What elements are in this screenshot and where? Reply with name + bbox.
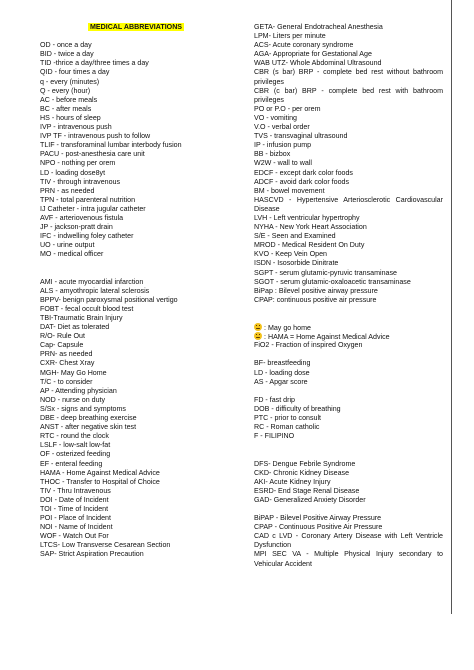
abbrev-entry: MO - medical officer — [40, 250, 104, 259]
abbrev-entry: ANST - after negative skin test — [40, 423, 137, 432]
abbrev-entry: AGA- Appropriate for Gestational Age — [254, 50, 372, 59]
abbrev-entry: BiPap : Bilevel positive airway pressure — [254, 286, 378, 295]
abbrev-list-right-1 — [254, 23, 443, 68]
title-wrap — [40, 23, 232, 32]
abbrev-entry: PRN- as needed — [40, 350, 93, 359]
abbrev-entry: RC - Roman catholic — [254, 423, 320, 432]
abbrev-entry: PO or P.O - per orem — [254, 104, 321, 113]
abbrev-entry: AVF - arteriovenous fistula — [40, 213, 124, 222]
spacer — [40, 259, 232, 277]
abbrev-entry — [254, 323, 443, 332]
abbrev-entry: OF - osterized feeding — [40, 450, 111, 459]
abbrev-entry: FD - fast drip — [254, 395, 295, 404]
abbrev-entry: EF - enteral feeding — [40, 459, 103, 468]
abbrev-entry: CPAP - Continuous Positive Air Pressure — [254, 523, 383, 532]
abbrev-entry: DFS- Dengue Febrile Syndrome — [254, 459, 356, 468]
abbrev-entry: CBR (c bar) BRP - complete bed rest with bathroom privileges — [254, 86, 443, 104]
abbrev-list-right-5 — [254, 396, 443, 441]
abbrev-entry: NPO - nothing per orem — [40, 159, 116, 168]
abbrev-entry: CBR (s bar) BRP - complete bed rest without bathroom privileges — [254, 68, 443, 86]
abbrev-entry: HAMA - Home Against Medical Advice — [40, 468, 160, 477]
abbrev-entry: PACU - post-anesthesia care unit — [40, 150, 145, 159]
abbrev-entry: LVH - Left ventricular hypertrophy — [254, 213, 360, 222]
abbrev-entry: IFC - indwelling foley catheter — [40, 232, 134, 241]
abbrev-entry: QID - four times a day — [40, 68, 110, 77]
abbrev-entry: GETA- General Endotracheal Anesthesia — [254, 23, 383, 31]
abbrev-entry: S/E - Seen and Examined — [254, 232, 336, 241]
abbrev-entry: MROD - Medical Resident On Duty — [254, 241, 365, 250]
abbrev-list-left-1 — [40, 41, 232, 259]
abbrev-list-right-4 — [254, 359, 443, 386]
abbrev-entry: LTCS- Low Transverse Cesarean Section — [40, 541, 171, 550]
abbrev-list-right-7 — [254, 514, 443, 532]
abbrev-entry: EDCF - except dark color foods — [254, 168, 353, 177]
abbrev-list-right-2 — [254, 105, 443, 196]
abbrev-entry: NOD - nurse on duty — [40, 395, 106, 404]
abbrev-text: : May go home — [264, 324, 311, 333]
abbrev-entry: LD - loading dose8yt — [40, 168, 106, 177]
abbrev-entry: Q - every (hour) — [40, 86, 91, 95]
abbrev-entry: DAT- Diet as tolerated — [40, 323, 110, 332]
abbrev-entry: BiPAP - Bilevel Positive Airway Pressure — [254, 514, 382, 523]
abbrev-entry: TLIF - transforaminal lumbar interbody fusion — [40, 141, 182, 150]
abbrev-entry: FiO2 - Fraction of inspired Oxygen — [254, 341, 363, 350]
abbrev-entry — [254, 332, 443, 341]
abbrev-entry: T/C - to consider — [40, 377, 93, 386]
abbrev-entry: THOC - Transfer to Hospital of Choice — [40, 477, 160, 486]
abbrev-entry: DOB - difficulty of breathing — [254, 404, 341, 413]
abbrev-entry: LSLF - low-salt low-fat — [40, 441, 111, 450]
abbrev-entry: TID -thrice a day/three times a day — [40, 59, 149, 68]
abbrev-entry: AP - Attending physician — [40, 386, 117, 395]
abbrev-entry: MPI SEC VA - Multiple Physical Injury secondary to Vehicular Accident — [254, 550, 443, 568]
abbrev-entry: TPN - total parenteral nutrition — [40, 195, 136, 204]
abbrev-entry: BC - after meals — [40, 104, 92, 113]
abbrev-list-left-2 — [40, 278, 232, 560]
abbrev-entry: LD - loading dose — [254, 368, 310, 377]
abbrev-entry: IP - infusion pump — [254, 141, 312, 150]
abbrev-entry: MGH- May Go Home — [40, 368, 107, 377]
abbrev-entry: VO - vomiting — [254, 113, 297, 122]
abbrev-entry: CKD- Chronic Kidney Disease — [254, 468, 350, 477]
abbrev-list-right-3 — [254, 214, 443, 305]
smiley-face-icon — [254, 332, 262, 340]
abbrev-entry: SGOT - serum glutamic-oxaloacetic transaminase — [254, 277, 411, 286]
abbrev-entry: R/O- Rule Out — [40, 332, 85, 341]
abbrev-entry: OD - once a day — [40, 41, 92, 50]
abbrev-entry: BM - bowel movement — [254, 186, 325, 195]
abbrev-entry: DBE - deep breathing exercise — [40, 414, 137, 423]
abbrev-entry: GAD- Generalized Anxiety Disorder — [254, 495, 366, 504]
page-edge-rule — [451, 0, 452, 614]
abbrev-entry: F - FILIPINO — [254, 432, 295, 441]
abbrev-entry: FOBT - fecal occult blood test — [40, 304, 134, 313]
left-column — [40, 23, 232, 560]
spacer — [254, 441, 443, 459]
abbrev-list-right-6 — [254, 460, 443, 505]
abbrev-entry: TIV - through intravenous — [40, 177, 121, 186]
abbrev-entry: IVP TF - intravenous push to follow — [40, 132, 151, 141]
abbrev-entry: AC - before meals — [40, 95, 98, 104]
abbrev-entry: BID - twice a day — [40, 50, 94, 59]
abbrev-entry: W2W - wall to wall — [254, 159, 312, 168]
spacer — [254, 350, 443, 359]
abbrev-entry: V.O - verbal order — [254, 123, 310, 132]
abbrev-entry: BF- breastfeeding — [254, 359, 311, 368]
smiley-face-icon — [254, 323, 262, 331]
abbrev-entry: IVP - intravenous push — [40, 123, 112, 132]
abbrev-entry: BPPV- benign paroxysmal positional vertigo — [40, 295, 178, 304]
abbrev-entry: LPM- Liters per minute — [254, 32, 326, 41]
abbrev-entry: AKI- Acute Kidney Injury — [254, 477, 331, 486]
abbrev-entry: TVS - transvaginal ultrasound — [254, 132, 348, 141]
abbrev-entry: POI - Place of Incident — [40, 514, 111, 523]
abbrev-text: : HAMA = Home Against Medical Advice — [264, 333, 390, 342]
abbrev-entry: q - every (minutes) — [40, 77, 100, 86]
document-title: MEDICAL ABBREVIATIONS — [89, 23, 183, 31]
abbrev-entry: TOI - Time of Incident — [40, 504, 109, 513]
abbrev-entry: CPAP: continuous positive air pressure — [254, 295, 377, 304]
spacer — [40, 32, 232, 41]
right-column — [254, 23, 443, 569]
spacer — [254, 305, 443, 323]
spacer — [254, 505, 443, 514]
abbrev-entry: HASCVD - Hypertensive Arteriosclerotic Cardiovascular Disease — [254, 195, 443, 213]
abbrev-entry: BB - bizbox — [254, 150, 291, 159]
abbrev-entry: KVO - Keep Vein Open — [254, 250, 327, 259]
abbrev-entry: ACS- Acute coronary syndrome — [254, 41, 354, 50]
abbrev-entry: JP - jackson-pratt drain — [40, 223, 113, 232]
abbrev-entry: RTC - round the clock — [40, 432, 109, 441]
abbrev-entry: CAD c LVD - Coronary Artery Disease with Left Ventricle Dysfunction — [254, 532, 443, 550]
abbrev-entry: NYHA - New York Heart Association — [254, 223, 367, 232]
abbrev-entry: ISDN - Isosorbide Dinitrate — [254, 259, 339, 268]
abbrev-entry: SGPT - serum glutamic-pyruvic transaminase — [254, 268, 397, 277]
abbrev-entry: PRN - as needed — [40, 186, 95, 195]
abbrev-entry: WOF - Watch Out For — [40, 532, 109, 541]
abbrev-entry: IJ Catheter - intra jugular catheter — [40, 204, 146, 213]
abbrev-entry: DOI - Date of Incident — [40, 495, 109, 504]
abbrev-entry: S/Sx - signs and symptoms — [40, 404, 126, 413]
abbrev-entry: NOI - Name of Incident — [40, 523, 113, 532]
abbrev-entry: ESRD- End Stage Renal Disease — [254, 486, 360, 495]
abbrev-entry: AMI - acute myocardial infarction — [40, 277, 144, 286]
abbrev-entry: PTC - prior to consult — [254, 414, 322, 423]
abbrev-entry: CXR- Chest Xray — [40, 359, 95, 368]
abbrev-entry: TBI-Traumatic Brain Injury — [40, 314, 123, 322]
abbrev-entry: TIV - Thru Intravenous — [40, 486, 111, 495]
abbrev-entry: ADCF - avoid dark color foods — [254, 177, 350, 186]
abbrev-entry: SAP- Strict Aspiration Precaution — [40, 550, 144, 559]
abbrev-entry: UO - urine output — [40, 241, 95, 250]
abbrev-entry: Cap- Capsule — [40, 341, 84, 350]
spacer — [254, 387, 443, 396]
abbrev-entry: AS - Apgar score — [254, 377, 308, 386]
abbrev-entry: WAB UTZ- Whole Abdominal Ultrasound — [254, 59, 382, 68]
abbrev-entry: ALS - amyothropic lateral sclerosis — [40, 286, 150, 295]
abbrev-entry: HS - hours of sleep — [40, 113, 101, 122]
